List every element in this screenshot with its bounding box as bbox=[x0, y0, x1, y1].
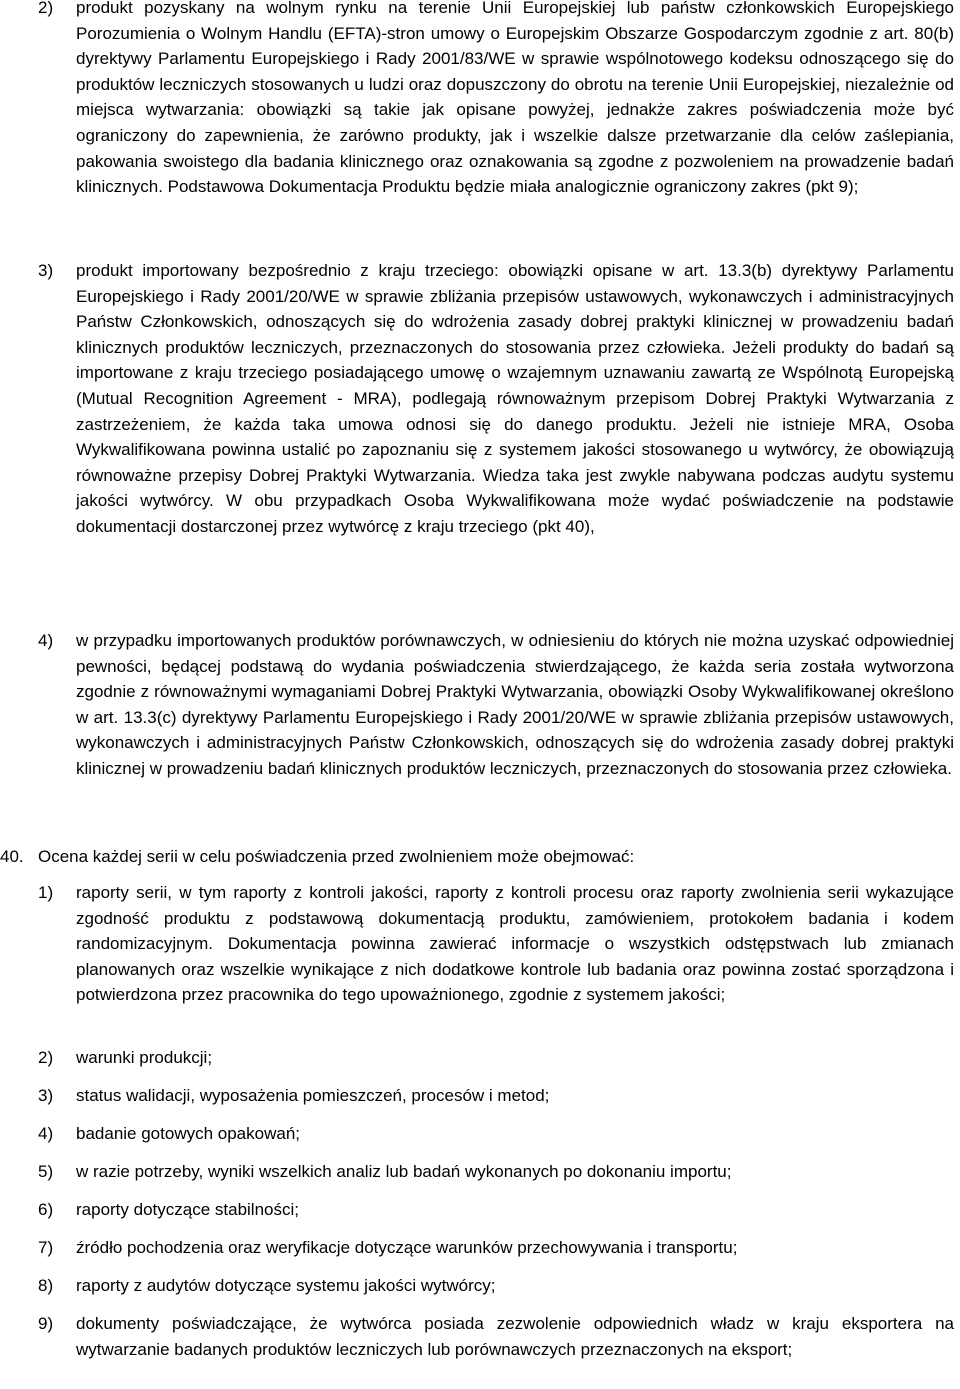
section-item-2 bbox=[0, 1045, 960, 1071]
list-item-text: raporty z audytów dotyczące systemu jakości wytwórcy; bbox=[76, 1276, 496, 1295]
list-item-text: w przypadku importowanych produktów porównawczych, w odniesieniu do których nie można uzyskać odpowiedniej pewności, będącej podstawą do wydania poświadczenia stwierdzającego, że każda seria została wytworzona zgodnie z równoważnymi wymaganiami Dobrej Praktyki Wytwarzania, obowiązki Osoby Wykwalifikowanej określono w art. 13.3(c) dyrektywy Parlamentu Europejskiego i Rady 2001/20/WE w sprawie zbliżania przepisów ustawowych, wykonawczych i administracyjnych Państw Członkowskich, odnoszących się do wdrożenia zasady dobrej praktyki klinicznej w prowadzeniu badań klinicznych produktów leczniczych, przeznaczonych do stosowania przez człowieka. bbox=[76, 631, 954, 778]
list-item-2 bbox=[0, 0, 960, 200]
section-item-3 bbox=[0, 1083, 960, 1109]
list-item-number: 4) bbox=[38, 631, 54, 650]
list-item-text: raporty dotyczące stabilności; bbox=[76, 1200, 299, 1219]
section-number: 40. bbox=[0, 847, 24, 866]
list-item-text: produkt pozyskany na wolnym rynku na terenie Unii Europejskiej lub państw członkowskich Europejskiego Porozumienia o Wolnym Handlu (EFTA)-stron umowy o Europejskim Obszarze Gospodarczym zgodnie z art. 80(b) dyrektywy Parlamentu Europejskiego i Rady 2001/83/WE w sprawie wspólnotowego kodeksu odnoszącego się do produktów leczniczych stosowanych u ludzi oraz dopuszczony do obrotu na terenie Unii Europejskiej, niezależnie od miejsca wytwarzania: obowiązki są takie jak opisane powyżej, jednakże zakres poświadczenia może być ograniczony do zapewnienia, że zarówno produkty, jak i wszelkie dalsze przetwarzanie dla celów zaślepiania, pakowania swoistego dla badania klinicznego oraz oznakowania są zgodne z pozwoleniem na prowadzenie badań klinicznych. Podstawowa Dokumentacja Produktu będzie miała analogicznie ograniczony zakres (pkt 9); bbox=[76, 0, 954, 197]
section-item-7 bbox=[0, 1235, 960, 1261]
list-item-text: w razie potrzeby, wyniki wszelkich analiz lub badań wykonanych po dokonaniu importu; bbox=[76, 1162, 732, 1181]
list-item-4 bbox=[0, 628, 960, 782]
list-item-number: 7) bbox=[38, 1238, 54, 1257]
list-item-number: 5) bbox=[38, 1162, 54, 1181]
list-item-text: warunki produkcji; bbox=[76, 1048, 213, 1067]
section-item-8 bbox=[0, 1273, 960, 1299]
list-item-text: produkt importowany bezpośrednio z kraju trzeciego: obowiązki opisane w art. 13.3(b) dyrektywy Parlamentu Europejskiego i Rady 2001/20/WE w sprawie zbliżania przepisów ustawowych, wykonawczych i administracyjnych Państw Członkowskich, odnoszących się do wdrożenia zasady dobrej praktyki klinicznej w prowadzeniu badań klinicznych produktów leczniczych, przeznaczonych do stosowania przez człowieka. Jeżeli produkty do badań są importowane z kraju trzeciego posiadającego umowę o wzajemnym uznawaniu zawartą ze Wspólnotą Europejską (Mutual Recognition Agreement - MRA), podlegają równoważnym przepisom Dobrej Praktyki Wytwarzania z zastrzeżeniem, że każda taka umowa odnosi się do danego produktu. Jeżeli nie istnieje MRA, Osoba Wykwalifikowana powinna ustalić po zapoznaniu się z systemem jakości stosowanego u wytwórcy, że obowiązują równoważne przepisy Dobrej Praktyki Wytwarzania. Wiedza taka jest zwykle nabywana podczas audytu systemu jakości wytwórcy. W obu przypadkach Osoba Wykwalifikowana może wydać poświadczenie na podstawie dokumentacji dostarczonej przez wytwórcę z kraju trzeciego (pkt 40), bbox=[76, 261, 954, 536]
list-item-text: dokumenty poświadczające, że wytwórca posiada zezwolenie odpowiednich władz w kraju eksportera na wytwarzanie badanych produktów leczniczych lub porównawczych przeznaczonych na eksport; bbox=[76, 1314, 954, 1359]
list-item-number: 6) bbox=[38, 1200, 54, 1219]
list-item-text: status walidacji, wyposażenia pomieszczeń, procesów i metod; bbox=[76, 1086, 550, 1105]
list-item-text: źródło pochodzenia oraz weryfikacje dotyczące warunków przechowywania i transportu; bbox=[76, 1238, 738, 1257]
list-item-3 bbox=[0, 258, 960, 540]
list-item-number: 1) bbox=[38, 883, 54, 902]
section-item-6 bbox=[0, 1197, 960, 1223]
section-item-1 bbox=[0, 880, 960, 1008]
section-heading-40 bbox=[0, 844, 960, 870]
section-item-5 bbox=[0, 1159, 960, 1185]
list-item-number: 9) bbox=[38, 1314, 54, 1333]
section-item-9 bbox=[0, 1311, 960, 1362]
list-item-number: 8) bbox=[38, 1276, 54, 1295]
list-item-number: 3) bbox=[38, 261, 54, 280]
section-text: Ocena każdej serii w celu poświadczenia przed zwolnieniem może obejmować: bbox=[38, 847, 635, 866]
list-item-number: 3) bbox=[38, 1086, 54, 1105]
section-item-4 bbox=[0, 1121, 960, 1147]
list-item-text: badanie gotowych opakowań; bbox=[76, 1124, 300, 1143]
list-item-text: raporty serii, w tym raporty z kontroli jakości, raporty z kontroli procesu oraz raporty zwolnienia serii wykazujące zgodność produktu z podstawową dokumentacją produktu, zamówieniem, protokołem badania i kodem randomizacyjnym. Dokumentacja powinna zawierać informacje o wszystkich odstępstwach lub zmianach planowanych oraz wszelkie wynikające z nich dodatkowe kontrole lub badania oraz powinna zostać sporządzona i potwierdzona przez pracownika do tego upoważnionego, zgodnie z systemem jakości; bbox=[76, 883, 954, 1005]
list-item-number: 2) bbox=[38, 1048, 54, 1067]
list-item-number: 2) bbox=[38, 0, 54, 17]
list-item-number: 4) bbox=[38, 1124, 54, 1143]
